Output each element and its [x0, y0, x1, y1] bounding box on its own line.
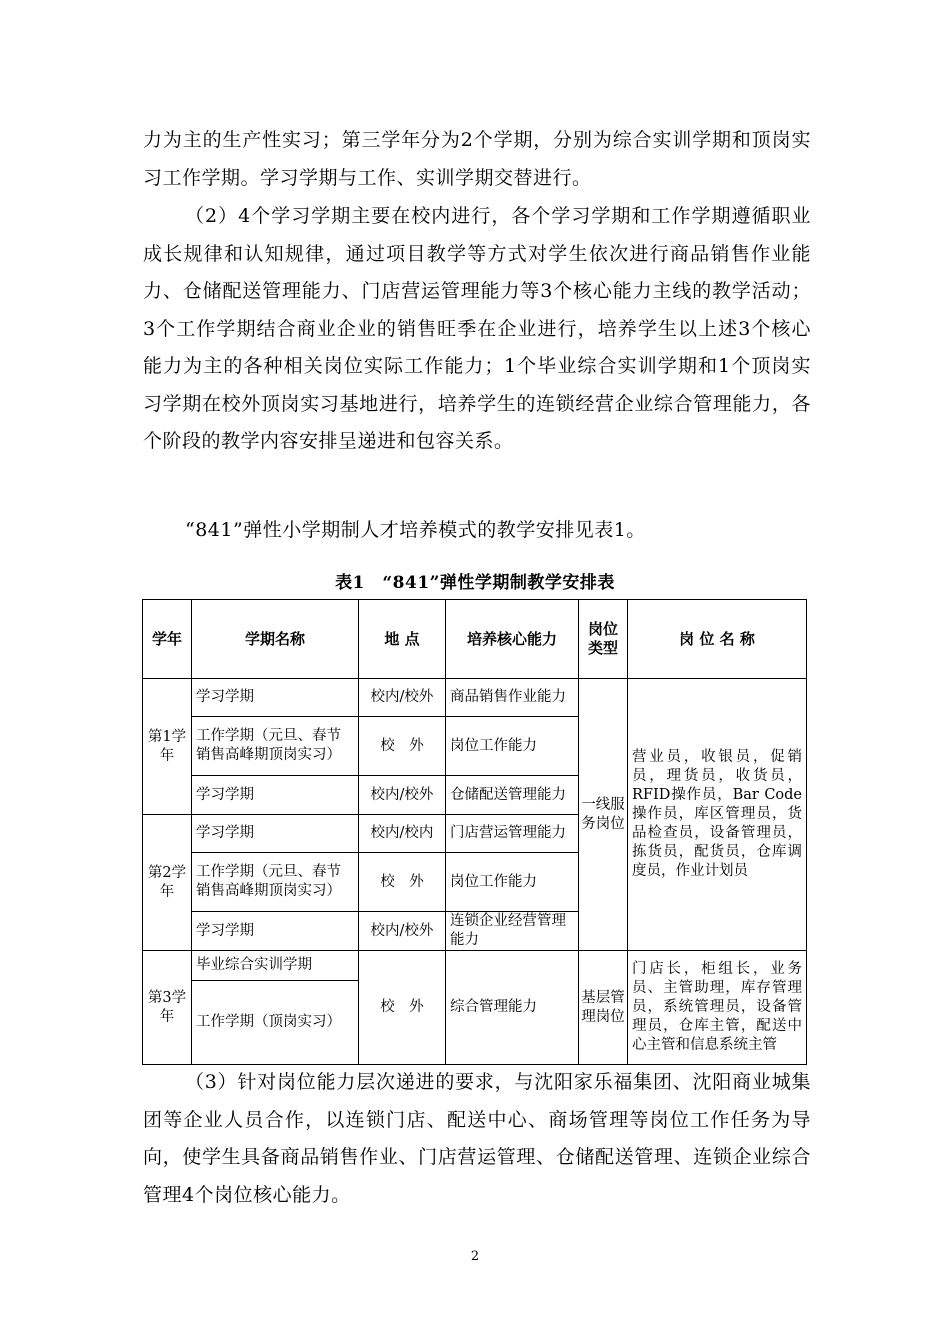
post-names-cell: 门店长，柜组长，业务员、主管助理，库存管理员，系统管理员，设备管理员，仓库主管，配送中心主管和信息系统主管 [628, 951, 807, 1065]
term-cell: 学习学期 [192, 776, 359, 815]
table-row [143, 951, 807, 981]
post-type-cell: 一线服务岗位 [579, 679, 628, 951]
term-cell: 工作学期（元旦、春节销售高峰期顶岗实习） [192, 853, 359, 912]
ability-cell: 岗位工作能力 [446, 717, 579, 776]
header-post-names: 岗 位 名 称 [628, 600, 807, 679]
table-row [143, 679, 807, 717]
paragraph-3: “841”弹性小学期制人才培养模式的教学安排见表1。 [185, 519, 646, 541]
paragraph-2: （2）4个学习学期主要在校内进行，各个学习学期和工作学期遵循职业成长规律和认知规律，通过项目教学等方式对学生依次进行商品销售作业能力、仓储配送管理能力、门店营运管理能力等3个核心能力主线的教学活动；3个工作学期结合商业企业的销售旺季在企业进行，培养学生以上述3个核心能力为主的各种相关岗位实际工作能力；1个毕业综合实训学期和1个顶岗实习学期在校外顶岗实习基地进行，培养学生的连锁经营企业综合管理能力，各个阶段的教学内容安排呈递进和包容关系。 [143, 205, 811, 452]
header-location: 地 点 [359, 600, 446, 679]
location-cell: 校 外 [359, 717, 446, 776]
term-cell: 工作学期（顶岗实习） [192, 981, 359, 1065]
term-cell: 学习学期 [192, 912, 359, 951]
paragraph-4: （3）针对岗位能力层次递进的要求，与沈阳家乐福集团、沈阳商业城集团等企业人员合作，以连锁门店、配送中心、商场管理等岗位工作任务为导向，使学生具备商品销售作业、门店营运管理、仓储配送管理、连锁企业综合管理4个岗位核心能力。 [143, 1071, 811, 1206]
ability-cell: 综合管理能力 [446, 951, 579, 1065]
location-cell: 校内/校外 [359, 912, 446, 951]
term-cell: 学习学期 [192, 679, 359, 717]
term-cell: 学习学期 [192, 815, 359, 853]
term-cell: 毕业综合实训学期 [192, 951, 359, 981]
ability-cell: 门店营运管理能力 [446, 815, 579, 853]
header-post-type: 岗位类型 [579, 600, 628, 679]
post-names-cell: 营业员，收银员，促销员，理货员，收货员，RFID操作员，Bar Code操作员，库区管理员，货品检查员，设备管理员，拣货员，配货员，仓库调度员，作业计划员 [628, 679, 807, 951]
term-cell: 工作学期（元旦、春节销售高峰期顶岗实习） [192, 717, 359, 776]
ability-cell: 仓储配送管理能力 [446, 776, 579, 815]
ability-cell: 连锁企业经营管理能力 [446, 912, 579, 951]
page-number: 2 [470, 1249, 480, 1264]
header-year: 学年 [143, 600, 192, 679]
schedule-table [142, 599, 807, 1065]
year-cell: 第3学年 [143, 951, 192, 1065]
location-cell: 校 外 [359, 951, 446, 1065]
post-type-cell: 基层管理岗位 [579, 951, 628, 1065]
location-cell: 校内/校外 [359, 776, 446, 815]
year-cell: 第1学年 [143, 679, 192, 815]
ability-cell: 岗位工作能力 [446, 853, 579, 912]
year-cell: 第2学年 [143, 815, 192, 951]
location-cell: 校 外 [359, 853, 446, 912]
location-cell: 校内/校外 [359, 679, 446, 717]
paragraph-1: 力为主的生产性实习；第三学年分为2个学期，分别为综合实训学期和顶岗实习工作学期。学习学期与工作、实训学期交替进行。 [143, 129, 811, 189]
header-core-ability: 培养核心能力 [446, 600, 579, 679]
header-term-name: 学期名称 [192, 600, 359, 679]
table-caption: 表1 “841”弹性学期制教学安排表 [335, 573, 615, 593]
table-header-row [143, 600, 807, 679]
ability-cell: 商品销售作业能力 [446, 679, 579, 717]
location-cell: 校内/校内 [359, 815, 446, 853]
